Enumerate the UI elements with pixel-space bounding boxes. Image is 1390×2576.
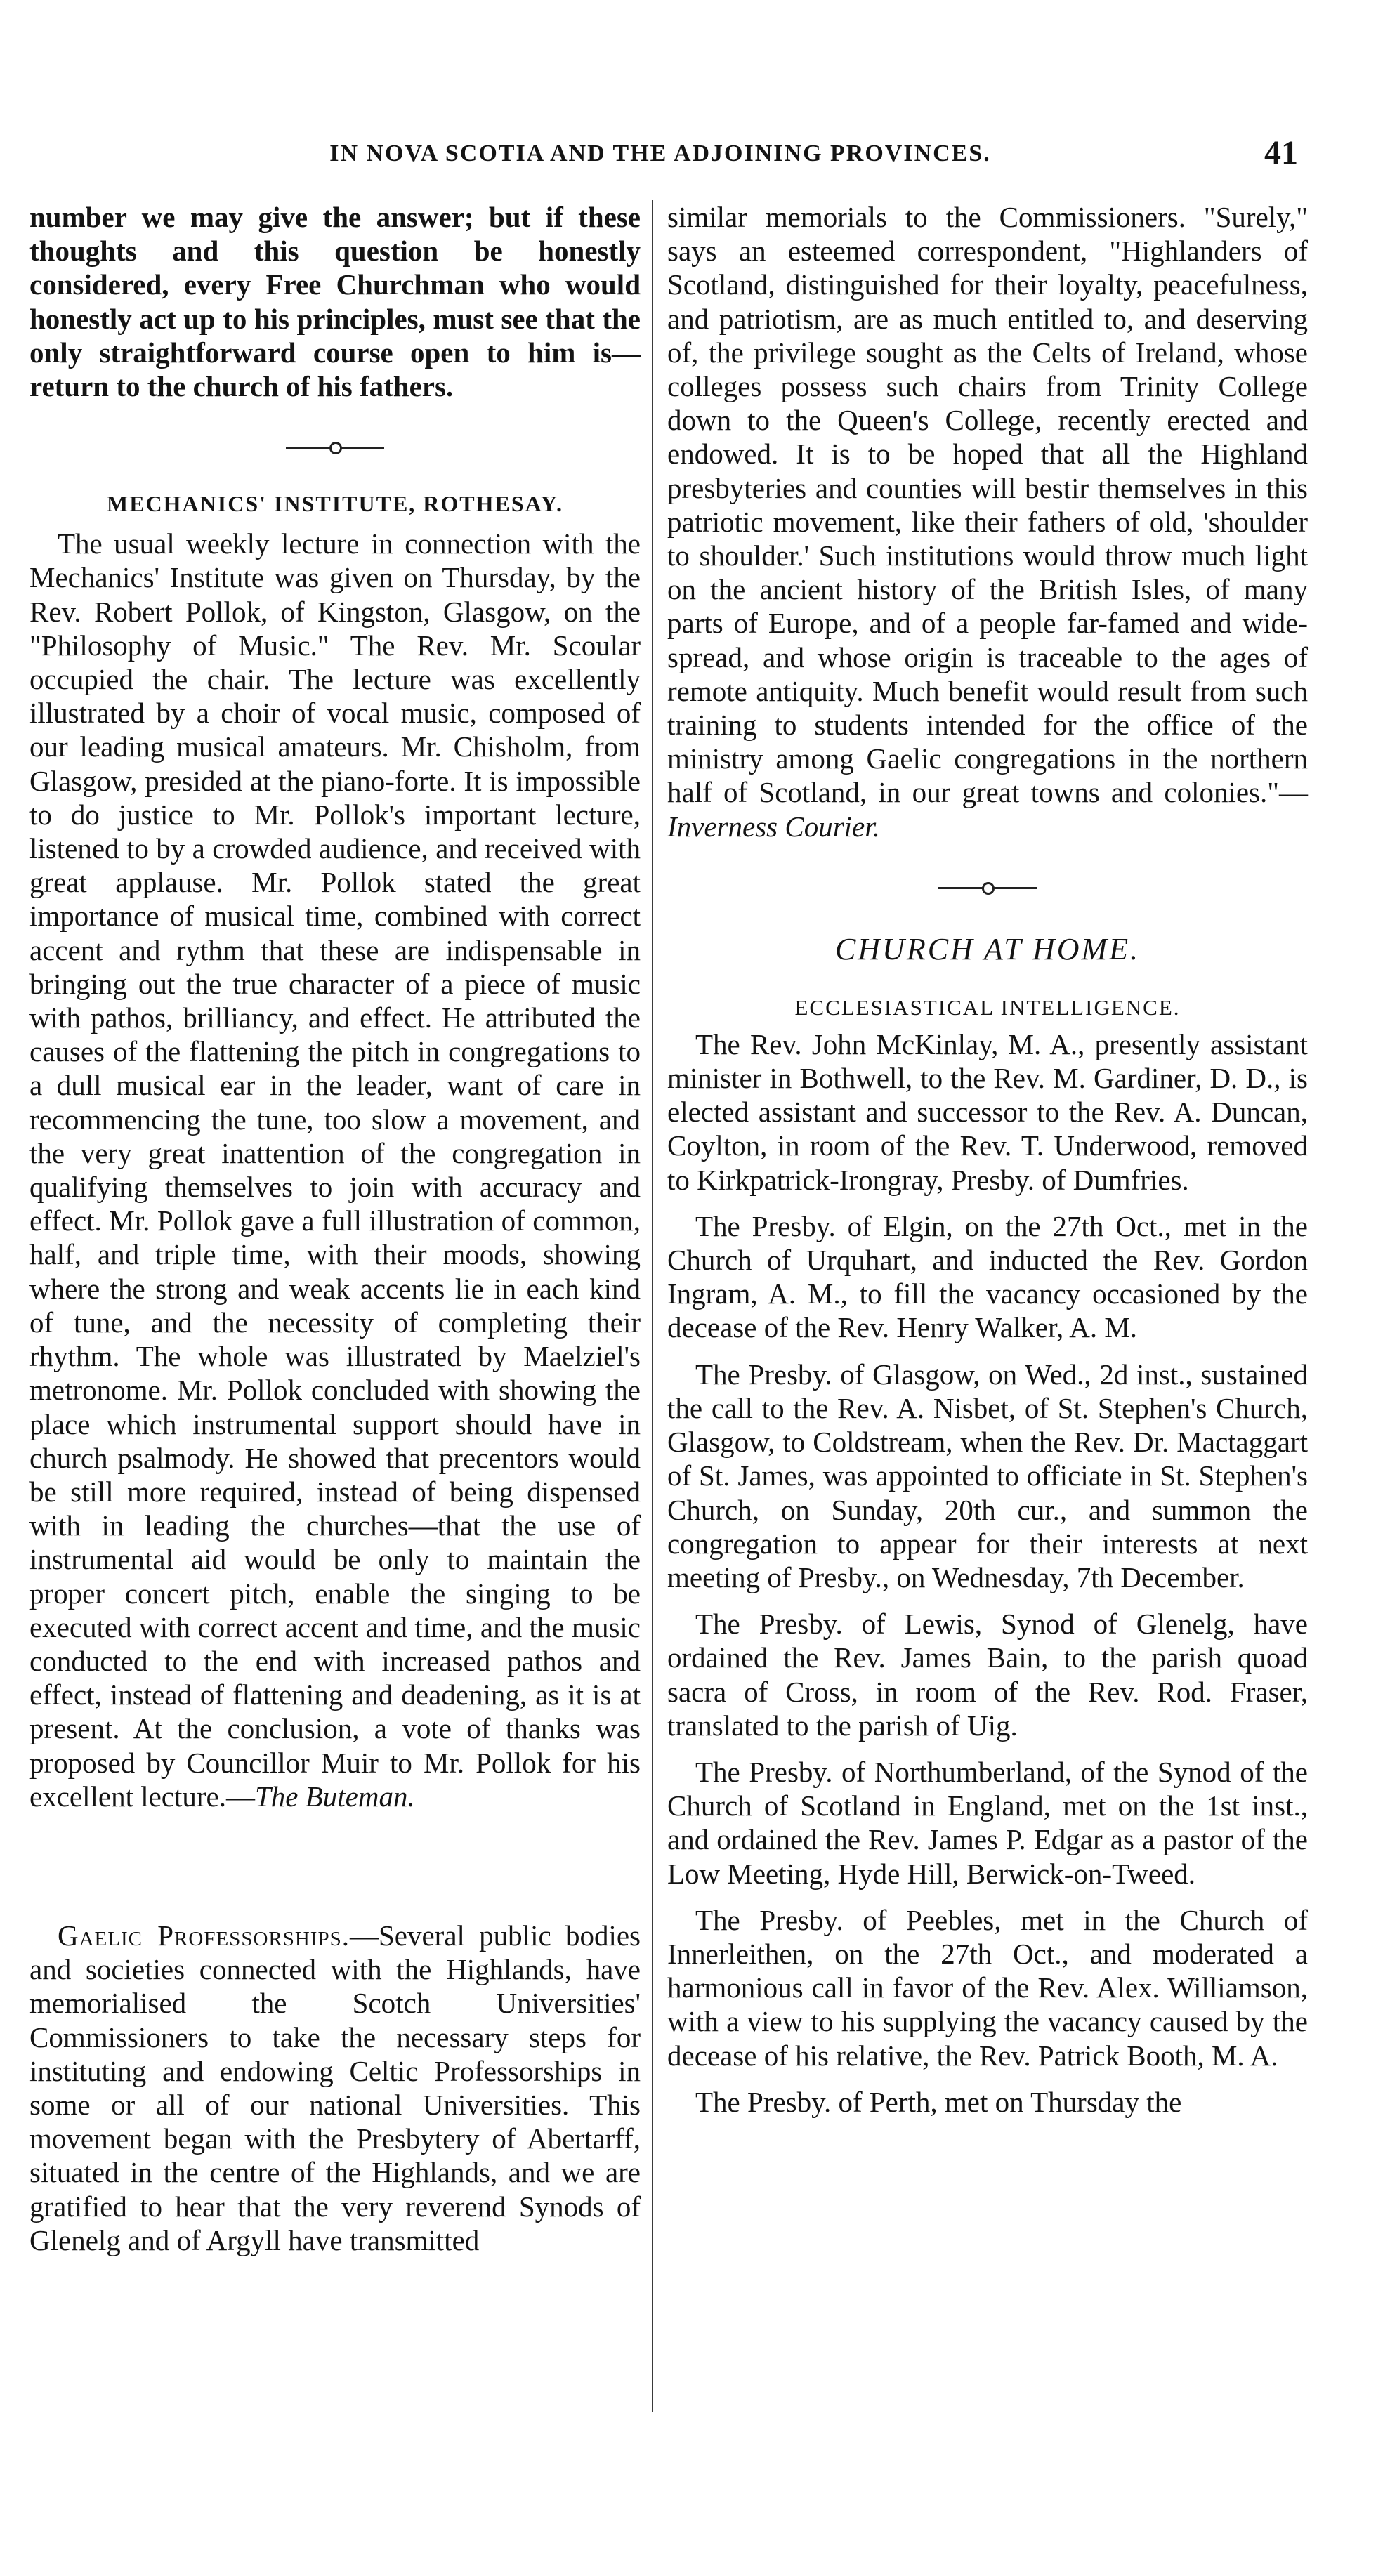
- page-number: 41: [1264, 134, 1298, 171]
- spacer: [667, 1197, 1308, 1209]
- church-heading: CHURCH AT HOME.: [834, 931, 1141, 966]
- running-head: IN NOVA SCOTIA AND THE ADJOINING PROVINCES.: [329, 140, 991, 166]
- spacer: [667, 1742, 1308, 1755]
- section-divider: [938, 887, 1037, 889]
- gaelic-continued-text: similar memorials to the Commissioners. "Surely," says an esteemed correspondent, "Highlanders of Scotland, distinguished for their loyalty, peacefulness, and patriotism, are as much entitled to, and deserving of, the privilege sought as the Celts of Ireland, whose colleges possess such chairs from Trinity College down to the Queen's College, recently erected and endowed. It is to be hoped that all the Highland presbyteries and counties will bestir themselves in this patriotic movement, like their fathers of old, 'shoulder to shoulder.' Such institutions would throw much light on the ancient history of the British Isles, of many parts of Europe, and of a people far-famed and wide-spread, and whose origin is traceable to the ages of remote antiquity. Much benefit would result from such training to students intended for the office of the ministry among Gaelic congregations in the northern half of Scotland, in our great towns and colonies."—: [667, 201, 1308, 809]
- mechanics-text: The usual weekly lecture in connection with the Mechanics' Institute was given on Thursday, by the Rev. Robert Pollok, of Kingston, Glasgow, on the "Philosophy of Music." The Rev. Mr. Scoular occupied the chair. The lecture was excellently illustrated by a choir of vocal music, composed of our leading musical amateurs. Mr. Chisholm, from Glasgow, presided at the piano-forte. It is impossible to do justice to Mr. Pollok's important lecture, listened to by a crowded audience, and received with great applause. Mr. Pollok stated the great importance of musical time, combined with correct accent and rythm that these are indispensable in bringing out the true character of a piece of music with pathos, brilliancy, and effect. He attributed the causes of the flattening the pitch in congregations to a dull musical ear in the leader, want of care in recommencing the tune, too slow a movement, and the very great inattention of the congregation in qualifying themselves to join with accuracy and effect. Mr. Pollok gave a full illustration of common, half, and triple time, with their moods, showing where the strong and weak accents lie in each kind of tune, and the necessity of completing their rhythm. The whole was illustrated by Maelziel's metronome. Mr. Pollok concluded with showing the place which instrumental support should have in church psalmody. He showed that precentors would be still more required, instead of being dispensed with in leading the churches—that the use of instrumental aid would be only to maintain the proper concert pitch, enable the singing to be executed with correct accent and time, and the music conducted to the end with increased pathos and effect, instead of flattening and deadening, as it is at present. At the conclusion, a vote of thanks was proposed by Councillor Muir to Mr. Pollok for his excellent lecture.—: [29, 527, 641, 1813]
- gaelic-source: Inverness Courier.: [667, 810, 880, 843]
- spacer: [667, 2072, 1308, 2085]
- gaelic-continued: [667, 200, 1308, 843]
- news-item: The Presby. of Glasgow, on Wed., 2d inst., sustained the call to the Rev. A. Nisbet, of St. Stephen's Church, Glasgow, to Coldstream, when the Rev. Dr. Mactaggart of St. James, was appointed to officiate in St. Stephen's Church, on Sunday, 20th cur., and summon the congregation to appear for their interests at next meeting of Presby., on Wednesday, 7th December.: [667, 1358, 1308, 1593]
- spacer: [667, 1891, 1308, 1903]
- mechanics-heading: MECHANICS' INSTITUTE, ROTHESAY.: [106, 491, 564, 517]
- news-item: The Presby. of Northumberland, of the Synod of the Church of Scotland in England, met on the 1st inst., and ordained the Rev. James P. Edgar as a pastor of the Low Meeting, Hyde Hill, Berwick-on-Tweed.: [667, 1755, 1308, 1890]
- opening-paragraph: number we may give the answer; but if these thoughts and this question be honestly considered, every Free Churchman who would honestly act up to his principles, must see that the only straightforward course open to him is—return to the church of his fathers.: [29, 201, 641, 403]
- ecclesiastical-heading: ECCLESIASTICAL INTELLIGENCE.: [794, 994, 1181, 1020]
- spacer: [667, 1594, 1308, 1607]
- mechanics-paragraph: [29, 527, 641, 1813]
- mechanics-source: The Buteman.: [255, 1780, 415, 1813]
- gaelic-text: —Several public bodies and societies connected with the Highlands, have memorialised the Scotch Universities' Commissioners to take the necessary steps for instituting and endowing Celtic Professorships in some or all of our national Universities. This movement began with the Presbytery of Abertarff, situated in the centre of the Highlands, and we are gratified to hear that the very reverend Synods of Glenelg and of Argyll have transmitted: [29, 1919, 641, 2256]
- gaelic-paragraph: [29, 1919, 641, 2257]
- column-rule: [652, 200, 653, 2412]
- section-divider: [286, 447, 384, 449]
- left-column: [29, 200, 641, 2257]
- news-item: The Presby. of Perth, met on Thursday the: [695, 2085, 1182, 2118]
- spacer: [29, 1813, 641, 1919]
- news-item: The Presby. of Lewis, Synod of Glenelg, have ordained the Rev. James Bain, to the parish quoad sacra of Cross, in room of the Rev. Rod. Fraser, translated to the parish of Uig.: [667, 1608, 1308, 1742]
- spacer: [667, 1345, 1308, 1358]
- news-item: The Rev. John McKinlay, M. A., presently assistant minister in Bothwell, to the Rev. M. Gardiner, D. D., is elected assistant and successor to the Rev. A. Duncan, Coylton, in room of the Rev. T. Underwood, removed to Kirkpatrick-Irongray, Presby. of Dumfries.: [667, 1027, 1308, 1196]
- news-item: The Presby. of Elgin, on the 27th Oct., met in the Church of Urquhart, and inducted the Rev. Gordon Ingram, A. M., to fill the vacancy occasioned by the decease of the Rev. Henry Walker, A. M.: [667, 1209, 1308, 1344]
- gaelic-runin: Gaelic Professorships.: [58, 1919, 350, 1952]
- right-column: [667, 200, 1308, 2119]
- news-item: The Presby. of Peebles, met in the Church of Innerleithen, on the 27th Oct., and moderated a harmonious call in favor of the Rev. Alex. Williamson, with a view to his supplying the vacancy caused by the decease of his relative, the Rev. Patrick Booth, M. A.: [667, 1903, 1308, 2072]
